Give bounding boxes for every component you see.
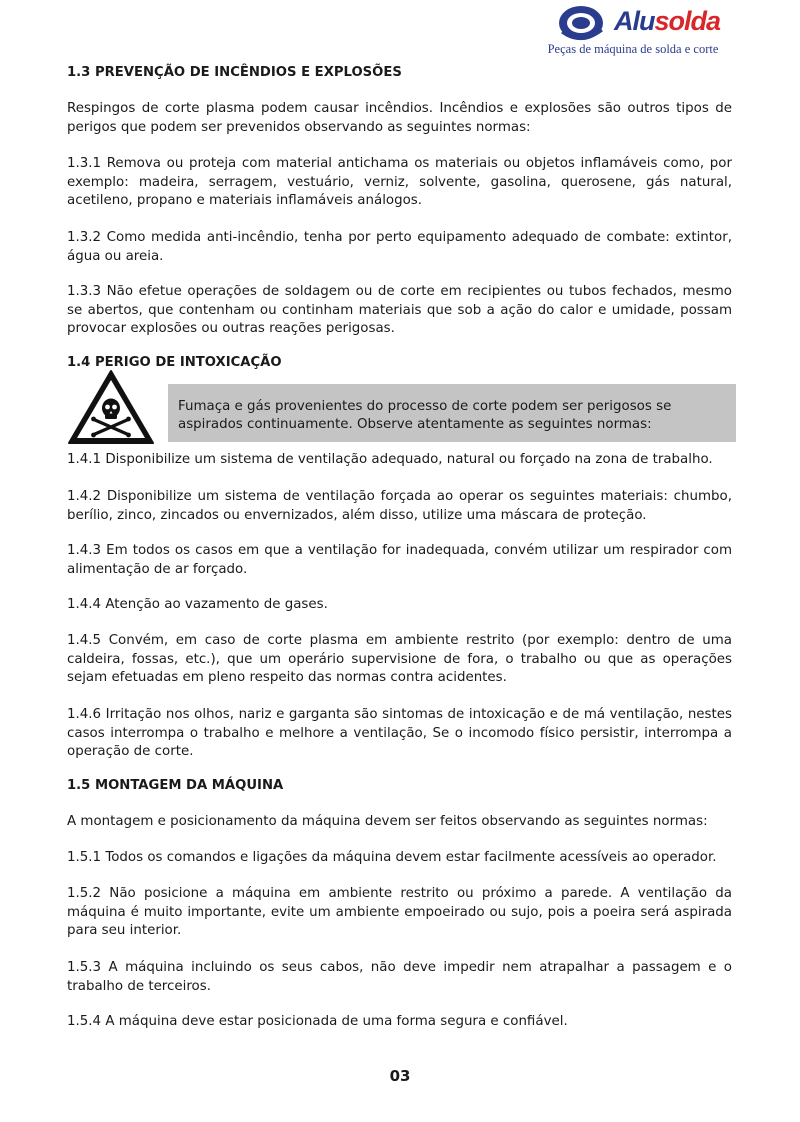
paragraph-1-5-3: 1.5.3 A máquina incluindo os seus cabos, não deve impedir nem atrapalhar a passagem e o trabalho de terceiros. — [67, 960, 732, 994]
page-number: 03 — [389, 1067, 411, 1085]
paragraph-1-4-1: 1.4.1 Disponibilize um sistema de ventilação adequado, natural ou forçado na zona de trabalho. — [67, 452, 713, 467]
paragraph-1-4-3: 1.4.3 Em todos os casos em que a ventilação for inadequada, convém utilizar um respirador com alimentação de ar forçado. — [67, 543, 732, 577]
paragraph-1-4-6: 1.4.6 Irritação nos olhos, nariz e garganta são sintomas de intoxicação e de má ventilação, nestes casos interrompa o trabalho e melhore a ventilação, Se o incomodo físico persistir, interrompa a operação de corte. — [67, 707, 732, 759]
paragraph-1-3-intro: Respingos de corte plasma podem causar incêndios. Incêndios e explosões são outros tipos de perigos que podem ser prevenidos observando as seguintes normas: — [67, 101, 732, 135]
logo-wordmark — [614, 4, 720, 38]
warning-callout-text: Fumaça e gás provenientes do processo de corte podem ser perigosos se aspirados continuamente. Observe atentamente as seguintes normas: — [178, 399, 672, 432]
paragraph-1-5-1: 1.5.1 Todos os comandos e ligações da máquina devem estar facilmente acessíveis ao operador. — [67, 850, 717, 865]
logo-suffix: solda — [654, 6, 721, 36]
paragraph-1-3-1: 1.3.1 Remova ou proteja com material antichama os materiais ou objetos inflamáveis como, por exemplo: madeira, serragem, vestuário, verniz, solvente, gasolina, querosene, gás natural, acetileno, propano e materiais inflamáveis análogos. — [67, 156, 732, 208]
heading-1-3: 1.3 PREVENÇÃO DE INCÊNDIOS E EXPLOSÕES — [67, 65, 402, 80]
paragraph-1-3-2: 1.3.2 Como medida anti-incêndio, tenha por perto equipamento adequado de combate: extintor, água ou areia. — [67, 230, 732, 264]
paragraph-1-4-5: 1.4.5 Convém, em caso de corte plasma em ambiente restrito (por exemplo: dentro de uma caldeira, fossas, etc.), que um operário supervisione de fora, o trabalho ou que as operações sejam efetuadas em pleno respeito das normas contra acidentes. — [67, 633, 732, 685]
warning-callout — [168, 384, 736, 442]
skull-crossbones-warning-icon — [66, 368, 156, 446]
paragraph-1-4-4: 1.4.4 Atenção ao vazamento de gases. — [67, 597, 328, 612]
heading-1-4: 1.4 PERIGO DE INTOXICAÇÃO — [67, 355, 282, 370]
paragraph-1-3-3: 1.3.3 Não efetue operações de soldagem ou de corte em recipientes ou tubos fechados, mesmo se abertos, que contenham ou continham materiais que sob a ação do calor e umidade, possam provocar explosões ou outras reações perigosas. — [67, 284, 732, 336]
paragraph-1-5-intro: A montagem e posicionamento da máquina devem ser feitos observando as seguintes normas: — [67, 814, 708, 829]
paragraph-1-5-4: 1.5.4 A máquina deve estar posicionada de uma forma segura e confiável. — [67, 1014, 568, 1029]
logo-tagline: Peças de máquina de solda e corte — [547, 42, 719, 56]
heading-1-5: 1.5 MONTAGEM DA MÁQUINA — [67, 778, 284, 793]
paragraph-1-4-2: 1.4.2 Disponibilize um sistema de ventilação forçada ao operar os seguintes materiais: chumbo, berílio, zinco, zincados ou envernizados, além disso, utilize uma máscara de proteção. — [67, 489, 732, 523]
logo-prefix: Alu — [614, 6, 655, 36]
paragraph-1-5-2: 1.5.2 Não posicione a máquina em ambiente restrito ou próximo a parede. A ventilação da máquina é muito importante, evite um ambiente empoeirado ou sujo, pois a poeira será aspirada para seu interior. — [67, 886, 732, 938]
